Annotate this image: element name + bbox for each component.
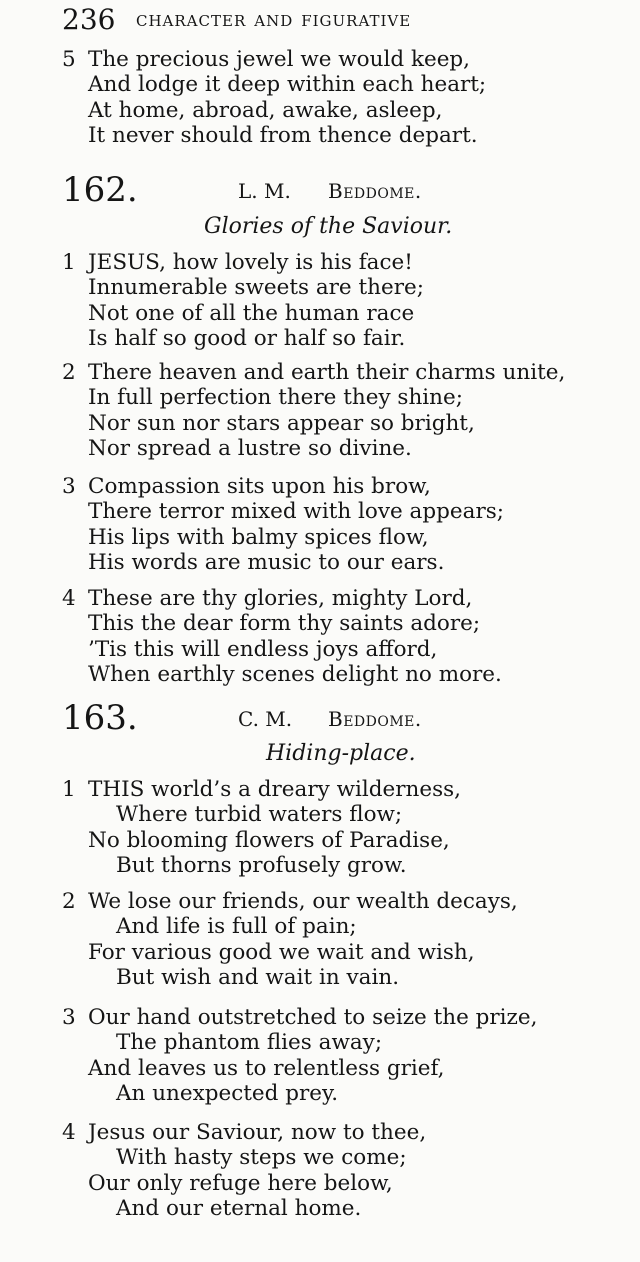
verse-line-text: And life is full of pain;: [116, 914, 357, 940]
verse-line-text: But wish and wait in vain.: [116, 964, 400, 990]
verse-line: [0, 47, 640, 72]
hymn-meter: L. M.: [238, 179, 291, 203]
verse-line: [0, 123, 640, 148]
verse-line: [0, 250, 640, 275]
verse-line-text: His words are music to our ears.: [88, 549, 445, 575]
verse-line-text: Compassion sits upon his brow,: [88, 474, 431, 499]
verse-line-text: For various good we wait and wish,: [88, 939, 475, 965]
hymn-heading: [62, 170, 632, 210]
verse-line: [0, 411, 640, 436]
page-number: 236: [62, 3, 116, 36]
verse-number: 3: [62, 474, 76, 499]
verse-line: [0, 586, 640, 611]
verse-line-text: In full perfection there they shine;: [88, 385, 464, 411]
verse: [0, 777, 640, 878]
verse-line: [0, 1081, 640, 1106]
hymn-title: Hiding-place.: [266, 741, 416, 766]
verse-line-text: The precious jewel we would keep,: [88, 47, 471, 72]
verse-line-text: JESUS, how lovely is his face!: [88, 250, 413, 275]
verse: [0, 586, 640, 687]
verse-line-text: We lose our friends, our wealth decays,: [88, 889, 518, 914]
hymn-meter: C. M.: [238, 707, 293, 731]
hymn-number: 162.: [62, 170, 138, 210]
verse: [0, 1120, 640, 1221]
verse-line-text: These are thy glories, mighty Lord,: [88, 586, 473, 611]
verse-line-text: Where turbid waters flow;: [116, 802, 403, 828]
verse-line-text: Our hand outstretched to seize the prize,: [88, 1005, 538, 1030]
verse-line: [0, 940, 640, 965]
verse-line-text: But thorns profusely grow.: [116, 852, 407, 878]
verse-line: [0, 326, 640, 351]
verse-number: 5: [62, 47, 76, 72]
verse-line: [0, 1030, 640, 1055]
verse-line: [0, 275, 640, 300]
verse-line-text: ’Tis this will endless joys afford,: [88, 636, 438, 662]
verse-line-text: Jesus our Saviour, now to thee,: [88, 1120, 427, 1145]
verse-line: [0, 828, 640, 853]
verse-number: 3: [62, 1005, 76, 1030]
verse-line-text: No blooming flowers of Paradise,: [88, 827, 450, 853]
verse-line: [0, 360, 640, 385]
verse-line: [0, 802, 640, 827]
verse: [0, 1005, 640, 1106]
verse-line-text: The phantom flies away;: [116, 1030, 383, 1056]
verse-line: [0, 525, 640, 550]
verse-line: [0, 550, 640, 575]
verse-line: [0, 662, 640, 687]
verse-line-text: Innumerable sweets are there;: [88, 275, 424, 301]
verse-line: [0, 853, 640, 878]
verse-number: 2: [62, 889, 76, 914]
verse: [0, 889, 640, 990]
verse-line-text: Nor spread a lustre so divine.: [88, 435, 412, 461]
verse-line-text: When earthly scenes delight no more.: [88, 661, 502, 687]
verse-line-text: And leaves us to relentless grief,: [88, 1055, 445, 1081]
verse-line: [0, 611, 640, 636]
verse-line-text: This the dear form thy saints adore;: [88, 611, 481, 637]
verse-line: [0, 72, 640, 97]
verse-line: [0, 385, 640, 410]
verse-line: [0, 637, 640, 662]
verse-line: [0, 914, 640, 939]
verse-line: [0, 1171, 640, 1196]
verse-number: 1: [62, 250, 76, 275]
verse-line-text: There heaven and earth their charms unite,: [88, 360, 566, 385]
verse-line-text: With hasty steps we come;: [116, 1145, 407, 1171]
verse-line: [0, 1056, 640, 1081]
hymn-author: Beddome.: [328, 179, 422, 203]
verse: [0, 47, 640, 148]
verse-line: [0, 1196, 640, 1221]
verse-line-text: And lodge it deep within each heart;: [88, 72, 487, 98]
running-head: character and figurative: [136, 7, 412, 32]
verse-line: [0, 499, 640, 524]
hymn-number: 163.: [62, 698, 138, 738]
hymn-title: Glories of the Saviour.: [204, 214, 453, 239]
hymn-author: Beddome.: [328, 707, 422, 731]
verse-line-text: It never should from thence depart.: [88, 122, 478, 148]
verse-line: [0, 301, 640, 326]
verse-line: [0, 777, 640, 802]
verse-number: 4: [62, 1120, 76, 1145]
verse-line-text: At home, abroad, awake, asleep,: [88, 97, 443, 123]
verse-line-text: His lips with balmy spices flow,: [88, 524, 429, 550]
verse-line-text: THIS world’s a dreary wilderness,: [88, 777, 461, 802]
verse-line-text: An unexpected prey.: [116, 1080, 339, 1106]
verse-number: 4: [62, 586, 76, 611]
page-header: [62, 2, 630, 38]
verse-line-text: Is half so good or half so fair.: [88, 325, 406, 351]
verse-line: [0, 474, 640, 499]
verse-line: [0, 436, 640, 461]
verse-line-text: Nor sun nor stars appear so bright,: [88, 410, 475, 436]
verse-number: 2: [62, 360, 76, 385]
verse-line-text: There terror mixed with love appears;: [88, 499, 504, 525]
verse-line: [0, 889, 640, 914]
verse: [0, 474, 640, 575]
verse-line-text: Our only refuge here below,: [88, 1170, 393, 1196]
verse-line: [0, 965, 640, 990]
verse-line: [0, 1120, 640, 1145]
verse-line: [0, 1145, 640, 1170]
verse-line: [0, 98, 640, 123]
verse: [0, 360, 640, 461]
verse-line-text: And our eternal home.: [116, 1195, 362, 1221]
hymn-heading: [62, 698, 632, 738]
verse-line-text: Not one of all the human race: [88, 300, 415, 326]
verse: [0, 250, 640, 351]
verse-line: [0, 1005, 640, 1030]
verse-number: 1: [62, 777, 76, 802]
